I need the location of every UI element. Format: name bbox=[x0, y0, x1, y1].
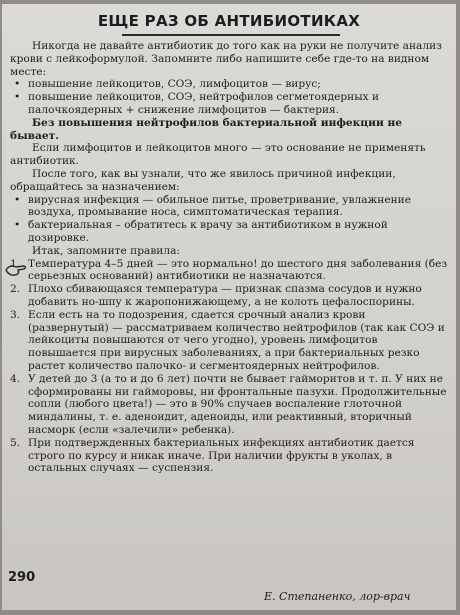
rule-item bbox=[10, 258, 448, 284]
paragraph-lymphocytes: Если лимфоцитов и лейкоцитов много — это основание не применять антибиотик. bbox=[10, 142, 426, 168]
treatment-bullets bbox=[10, 194, 448, 245]
rule-number: 1. bbox=[10, 257, 21, 270]
rule-text: Если есть на то подозрения, сдается срочный анализ крови (развернутый) — рассматриваем количество нейтрофилов (так как СОЭ и лейкоциты повышаются от чего угодно), уровень лимфоцитов повышается при вирусных заболеваниях, а при бактериальных резко растет количество палочко- и сегментоядерных нейтрофилов. bbox=[28, 308, 445, 372]
bullet-virus: • повышение лейкоцитов, СОЭ, лимфоцитов — вирус; bbox=[10, 78, 448, 91]
book-page bbox=[2, 4, 456, 610]
rule-item bbox=[10, 309, 448, 373]
rule-text: У детей до 3 (а то и до 6 лет) почти не бывает гайморитов и т. п. У них не сформированы ни гайморовы, ни фронтальные пазухи. Продолжительные сопли (любого цвета!) — это в 90% случаев воспаление глоточной миндалины, т. е. аденоидит, аденоиды, или реактивный, вторичный насморк (если «залечили» ребенка). bbox=[28, 372, 447, 436]
rule-number: 4. bbox=[10, 372, 21, 385]
rule-number: 2. bbox=[10, 283, 21, 296]
bold-note: Без повышения нейтрофилов бактериальной инфекции не бывает. bbox=[10, 116, 402, 142]
blood-test-bullets bbox=[10, 78, 448, 116]
title-underline bbox=[122, 34, 340, 36]
rule-item bbox=[10, 373, 448, 437]
page-number: 290 bbox=[8, 570, 36, 585]
bullet-viral-treatment: • вирусная инфекция — обильное питье, проветривание, увлажнение воздуха, промывание носа, симптоматическая терапия. bbox=[10, 194, 448, 220]
rule-number: 3. bbox=[10, 308, 21, 321]
pointing-hand-icon bbox=[4, 257, 28, 278]
page-title: ЕЩЕ РАЗ ОБ АНТИБИОТИКАХ bbox=[97, 12, 361, 30]
rule-item bbox=[10, 437, 448, 475]
rule-text: При подтвержденных бактериальных инфекциях антибиотик дается строго по курсу и никак иначе. При наличии фрукты в уколах, в остальных случаях — суспензия. bbox=[28, 436, 415, 475]
paragraph-after-cause: После того, как вы узнали, что же явилось причиной инфекции, обращайтесь за назначением: bbox=[10, 167, 396, 193]
bullet-bacteria: • повышение лейкоцитов, СОЭ, нейтрофилов сегметоядерных и палочкоядерных + снижение лимфоцитов — бактерия. bbox=[10, 91, 448, 117]
rules-intro: Итак, запомните правила: bbox=[32, 244, 180, 257]
rules-list bbox=[10, 258, 448, 476]
article-body bbox=[10, 40, 448, 475]
bullet-bacterial-treatment: • бактериальная – обратитесь к врачу за антибиотиком в нужной дозировке. bbox=[10, 219, 448, 245]
rule-text: Температура 4–5 дней — это нормально! до шестого дня заболевания (без серьезных оснований) антибиотики не назначаются. bbox=[28, 257, 448, 283]
rule-number: 5. bbox=[10, 436, 21, 449]
intro-paragraph: Никогда не давайте антибиотик до того как на руки не получите анализ крови с лейкоформулой. Запомните либо напишите себе где-то на видном месте: bbox=[10, 40, 442, 78]
rule-text: Плохо сбивающаяся температура — признак спазма сосудов и нужно добавить но-шпу к жаропонижающему, а не колоть цефалоспорины. bbox=[28, 283, 422, 308]
rule-item bbox=[10, 283, 448, 309]
author-signature: Е. Степаненко, лор-врач bbox=[264, 590, 411, 603]
